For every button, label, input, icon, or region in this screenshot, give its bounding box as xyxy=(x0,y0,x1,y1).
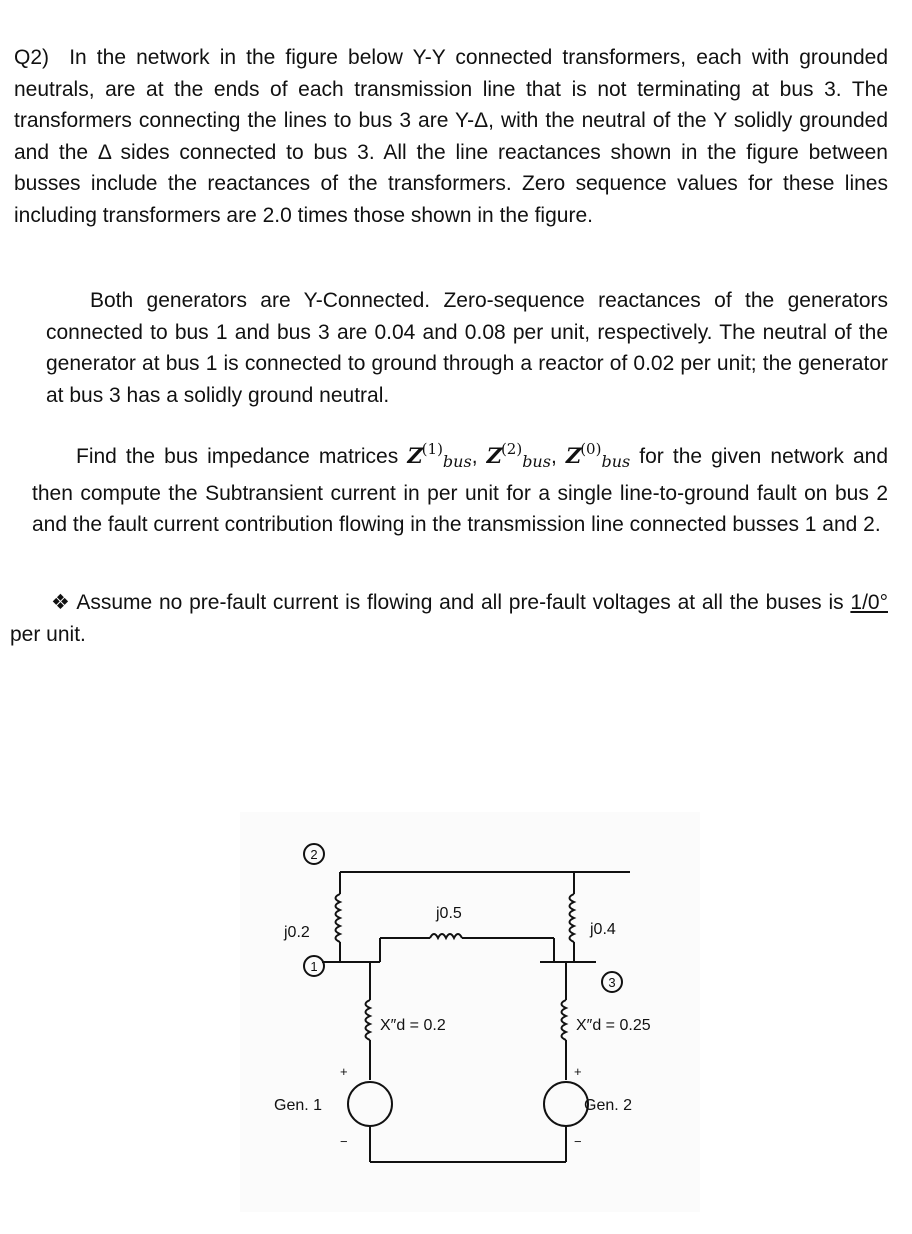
zbus-negative-sequence: $Z^{(2)}_{bus}$ xyxy=(486,440,551,471)
network-figure xyxy=(240,812,700,1212)
line-23-coil xyxy=(570,894,575,942)
bus-1-label: 1 xyxy=(310,959,318,974)
line-12-coil xyxy=(336,894,341,942)
assumption-paragraph xyxy=(10,587,888,650)
gen2-circle xyxy=(544,1082,588,1126)
assumption-tail: per unit. xyxy=(10,622,86,646)
bullet-icon: ❖ xyxy=(50,591,71,614)
find-text-before: Find the bus impedance matrices xyxy=(76,445,399,468)
bus-2-label: 2 xyxy=(310,847,318,862)
question-number: Q2) xyxy=(14,46,50,69)
find-text-after: for the given network and then compute the Subtransient current in per unit for a single line-to-ground fault on bus 2 and the fault current contribution flowing in the transmission line connected busses 1 and 2. xyxy=(32,445,889,537)
network-diagram xyxy=(240,812,700,1212)
generators-paragraph xyxy=(46,285,888,411)
gen1-reactance-coil xyxy=(366,1000,371,1040)
question-text: In the network in the figure below Y-Y connected transformers, each with grounded neutrals, are at the ends of each transmission line that is not terminating at bus 3. The transformers connecting the lines to bus 3 are Y-Δ, with the neutral of the Y solidly grounded and the Δ sides connected to bus 3. All the line reactances shown in the figure between busses include the reactances of the transformers. Zero sequence values for these lines including transformers are 2.0 times those shown in the figure. xyxy=(14,46,888,227)
gen2-minus: − xyxy=(574,1134,582,1149)
line-13-coil xyxy=(430,934,462,938)
line-12-label: j0.2 xyxy=(284,924,310,941)
line-13-label: j0.5 xyxy=(436,905,462,922)
gen1-reactance-label: X″d = 0.2 xyxy=(380,1017,446,1034)
bus-3-label: 3 xyxy=(608,975,616,990)
gen2-label: Gen. 2 xyxy=(584,1097,633,1114)
gen1-plus: + xyxy=(340,1064,348,1079)
gen1-circle xyxy=(348,1082,392,1126)
generators-text: Both generators are Y-Connected. Zero-sequence reactances of the generators connected to bus 1 and bus 3 are 0.04 and 0.08 per unit, respectively. The neutral of the generator at bus 1 is connected to ground through a reactor of 0.02 per unit; the generator at bus 3 has a solidly ground neutral. xyxy=(46,289,888,407)
gen2-reactance-coil xyxy=(562,1000,567,1040)
assumption-text: Assume no pre-fault current is flowing and all pre-fault voltages at all the buses is xyxy=(76,591,844,614)
question-paragraph xyxy=(14,42,888,232)
zbus-positive-sequence: $Z^{(1)}_{bus}$ xyxy=(407,440,472,471)
find-paragraph: Find the bus impedance matrices $Z^{(1)}_{bus}$, $Z^{(2)}_{bus}$, $Z^{(0)}_{bus}$ for the given network and then compute the Subtransient current in per unit for a single line-to-ground fault on bus 2 and the fault current contribution flowing in the transmission line connected busses 1 and 2. xyxy=(32,440,889,537)
line-23-label: j0.4 xyxy=(590,921,616,938)
gen1-minus: − xyxy=(340,1134,348,1149)
prefault-voltage: 1/0° xyxy=(850,591,888,614)
gen1-label: Gen. 1 xyxy=(274,1097,323,1114)
gen2-plus: + xyxy=(574,1064,582,1079)
zbus-zero-sequence: $Z^{(0)}_{bus}$ xyxy=(565,440,631,471)
gen2-reactance-label: X″d = 0.25 xyxy=(576,1017,651,1034)
